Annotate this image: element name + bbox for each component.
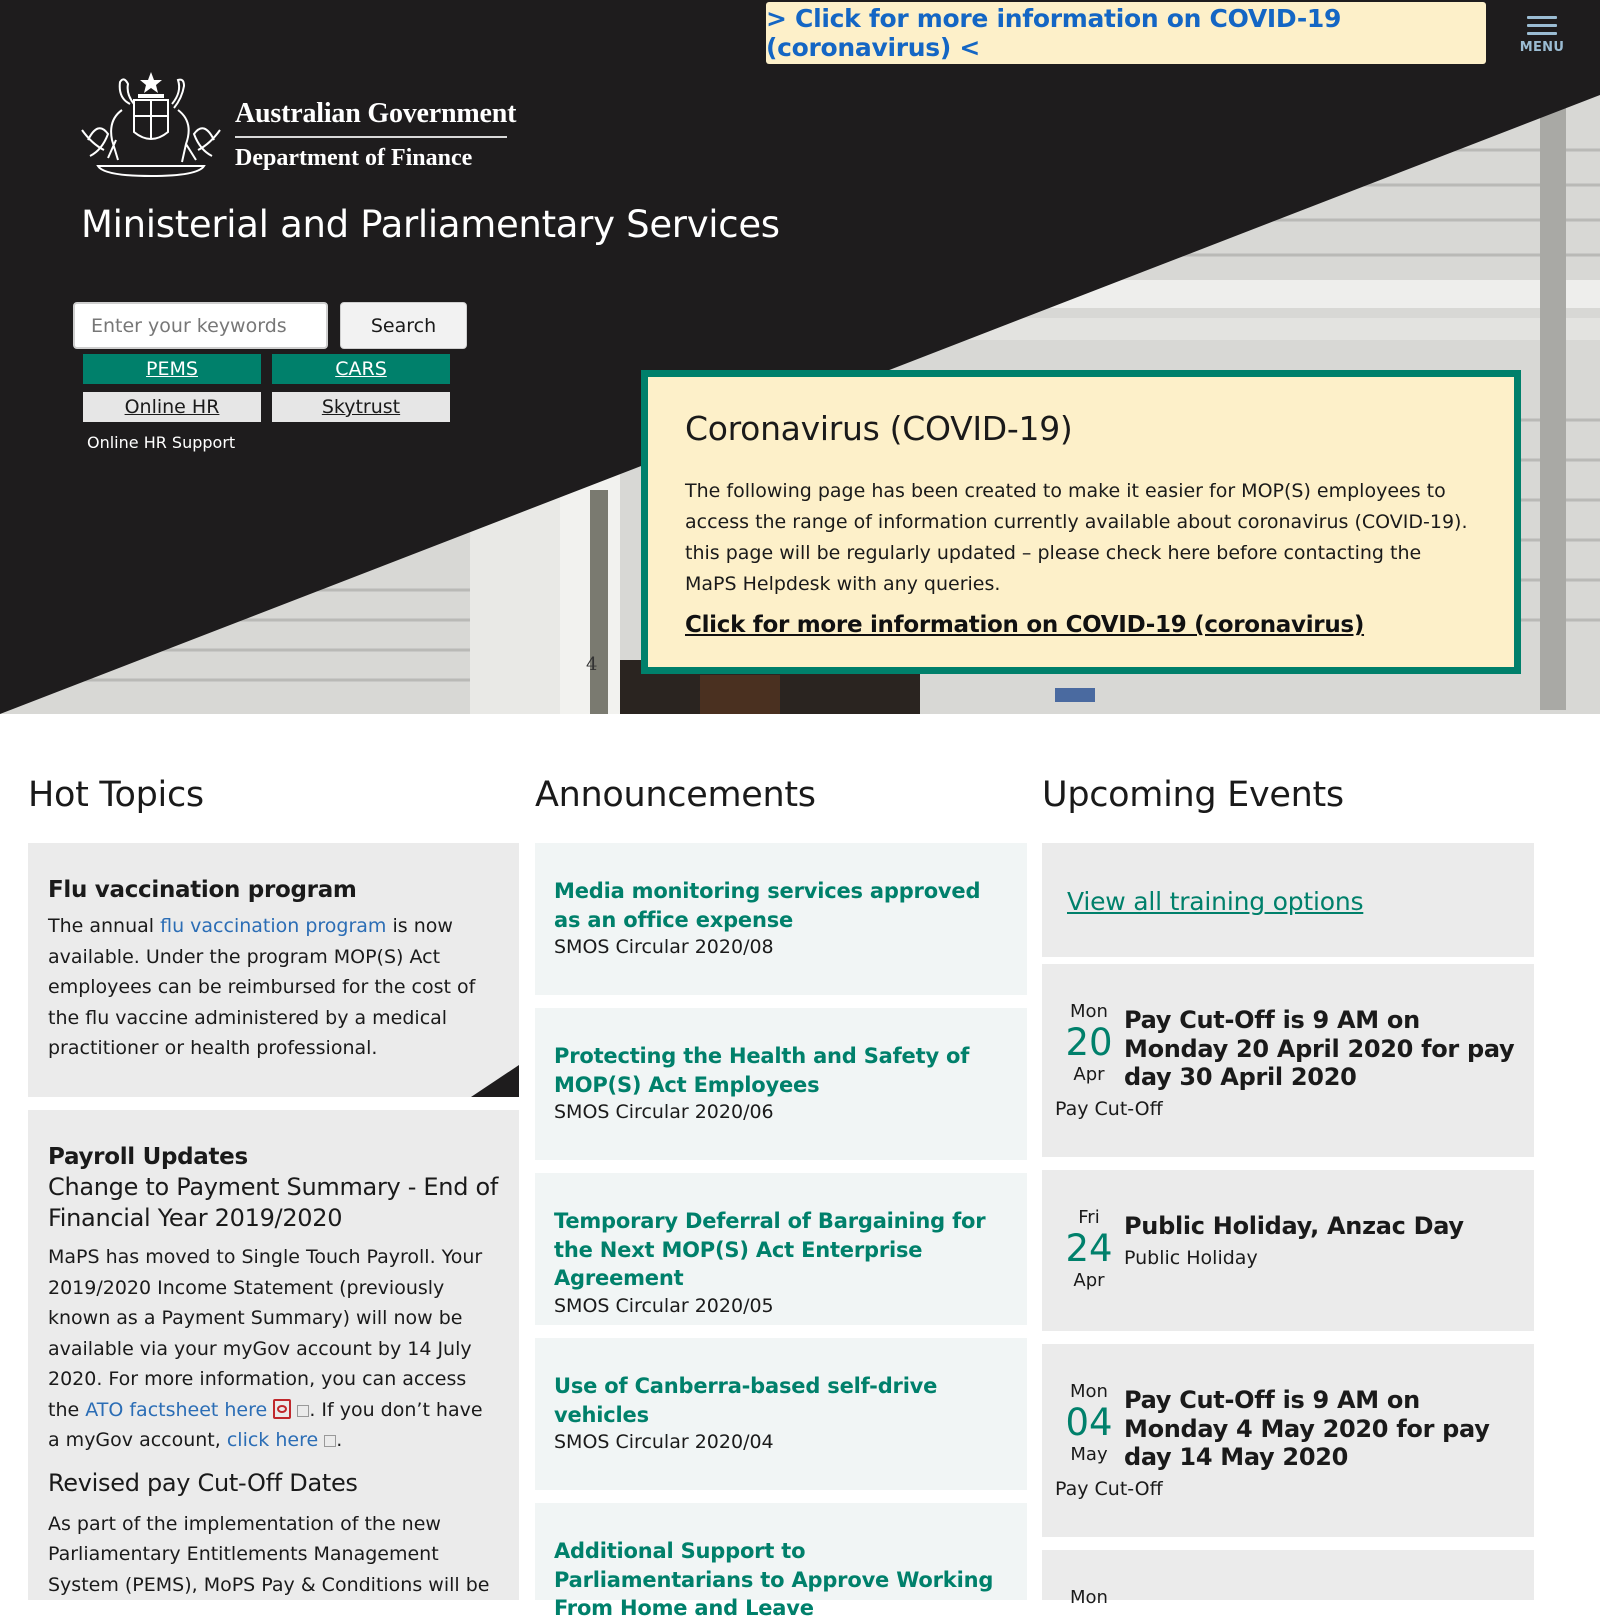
event-date: Mon	[1070, 1587, 1108, 1608]
announcement-item	[535, 1008, 1027, 1160]
skytrust-button[interactable]: Skytrust	[272, 392, 450, 422]
pdf-icon	[273, 1399, 291, 1419]
event-category: Pay Cut-Off	[1055, 1098, 1163, 1120]
hot-topic-payroll	[28, 1110, 519, 1600]
search-button[interactable]: Search	[340, 302, 467, 349]
event-title: Pay Cut-Off is 9 AM on Monday 4 May 2020 for pay day 14 May 2020	[1124, 1386, 1490, 1471]
pems-button[interactable]: PEMS	[83, 354, 261, 384]
coat-of-arms-logo	[78, 70, 224, 180]
flu-heading: Flu vaccination program	[48, 877, 357, 903]
event-category: Pay Cut-Off	[1055, 1478, 1163, 1500]
revised-cutoff-body: As part of the implementation of the new Parliamentary Entitlements Management System (PEMS), MoPS Pay & Conditions will be	[48, 1512, 490, 1596]
revised-cutoff-subtitle: Revised pay Cut-Off Dates	[48, 1468, 358, 1497]
announcement-item	[535, 1503, 1027, 1620]
announcement-item	[535, 843, 1027, 995]
external-link-icon	[297, 1405, 309, 1417]
hot-topics-title: Hot Topics	[28, 775, 204, 815]
view-all-training-link[interactable]: View all training options	[1067, 887, 1364, 916]
event-category: Public Holiday	[1124, 1247, 1258, 1269]
ato-factsheet-link[interactable]: ATO factsheet here	[85, 1398, 268, 1421]
event-title: Pay Cut-Off is 9 AM on Monday 20 April 2020 for pay day 30 April 2020	[1124, 1006, 1515, 1091]
hamburger-icon	[1527, 16, 1557, 35]
payroll-body: MaPS has moved to Single Touch Payroll. Your 2019/2020 Income Statement (previously known as a Payment Summary) will now be available via your myGov account by 14 July 2020. For more information, you can access the ATO factsheet here . If you don’t have a myGov account, click here .	[48, 1246, 483, 1451]
search-input[interactable]	[73, 302, 328, 349]
announcement-circular: SMOS Circular 2020/06	[554, 1101, 774, 1123]
department-name: Department of Finance	[235, 145, 473, 171]
announcement-item	[535, 1173, 1027, 1325]
covid-info-banner[interactable]	[766, 2, 1486, 64]
svg-text:4: 4	[586, 654, 598, 675]
menu-label: MENU	[1519, 40, 1565, 55]
covid-more-link[interactable]: Click for more information on COVID-19 (coronavirus)	[685, 612, 1365, 638]
event-date: Fri 24 Apr	[1065, 1207, 1113, 1291]
event-item[interactable]	[1042, 1550, 1534, 1608]
payroll-heading: Payroll Updates	[48, 1144, 248, 1170]
announcement-circular: SMOS Circular 2020/05	[554, 1294, 774, 1317]
event-title: Public Holiday, Anzac Day	[1124, 1212, 1464, 1240]
view-all-training-card	[1042, 843, 1534, 957]
branding-divider	[235, 136, 507, 138]
covid-callout	[641, 370, 1521, 674]
announcements-title: Announcements	[535, 775, 816, 815]
payroll-subtitle: Change to Payment Summary - End of Financial Year 2019/2020	[48, 1173, 499, 1232]
site-title: Ministerial and Parliamentary Services	[81, 203, 780, 246]
announcement-link[interactable]: Media monitoring services approved as an office expense	[554, 879, 981, 932]
cars-button[interactable]: CARS	[272, 354, 450, 384]
announcement-link[interactable]: Protecting the Health and Safety of MOP(S) Act Employees	[554, 1044, 970, 1097]
announcement-link[interactable]: Additional Support to Parliamentarians to Approve Working From Home and Leave	[554, 1539, 994, 1620]
card-corner-decoration	[471, 1065, 519, 1097]
flu-vaccination-link[interactable]: flu vaccination program	[160, 915, 387, 937]
event-date: Mon 04 May	[1065, 1381, 1113, 1465]
covid-body: The following page has been created to make it easier for MOP(S) employees to access the range of information currently available about coronavirus (COVID-19). this page will be regularly updated – please check here before contacting the MaPS Helpdesk with any queries.	[685, 480, 1468, 595]
mygov-click-here-link[interactable]: click here	[226, 1429, 319, 1451]
announcement-link[interactable]: Temporary Deferral of Bargaining for the Next MOP(S) Act Enterprise Agreement	[554, 1209, 986, 1290]
upcoming-events-title: Upcoming Events	[1042, 775, 1344, 815]
external-link-icon	[324, 1435, 336, 1447]
announcement-circular: SMOS Circular 2020/04	[554, 1431, 774, 1453]
event-item[interactable]	[1042, 1170, 1534, 1331]
announcement-item	[535, 1338, 1027, 1490]
menu-button[interactable]	[1518, 12, 1566, 60]
covid-heading: Coronavirus (COVID-19)	[685, 409, 1073, 448]
online-hr-support-link[interactable]: Online HR Support	[87, 433, 236, 452]
flu-body: The annual flu vaccination program is now available. Under the program MOP(S) Act employees can be reimbursed for the cost of the flu vaccine administered by a medical practitioner or health professional.	[48, 915, 476, 1059]
event-date: Mon 20 Apr	[1065, 1001, 1113, 1085]
online-hr-button[interactable]: Online HR	[83, 392, 261, 422]
event-item[interactable]	[1042, 1344, 1534, 1537]
covid-banner-text: > Click for more information on COVID-19 (coronavirus) <	[766, 4, 1342, 62]
government-name: Australian Government	[235, 98, 517, 129]
hot-topic-flu	[28, 843, 519, 1097]
announcement-circular: SMOS Circular 2020/08	[554, 936, 774, 958]
event-item[interactable]	[1042, 964, 1534, 1157]
announcement-link[interactable]: Use of Canberra-based self-drive vehicles	[554, 1374, 938, 1427]
